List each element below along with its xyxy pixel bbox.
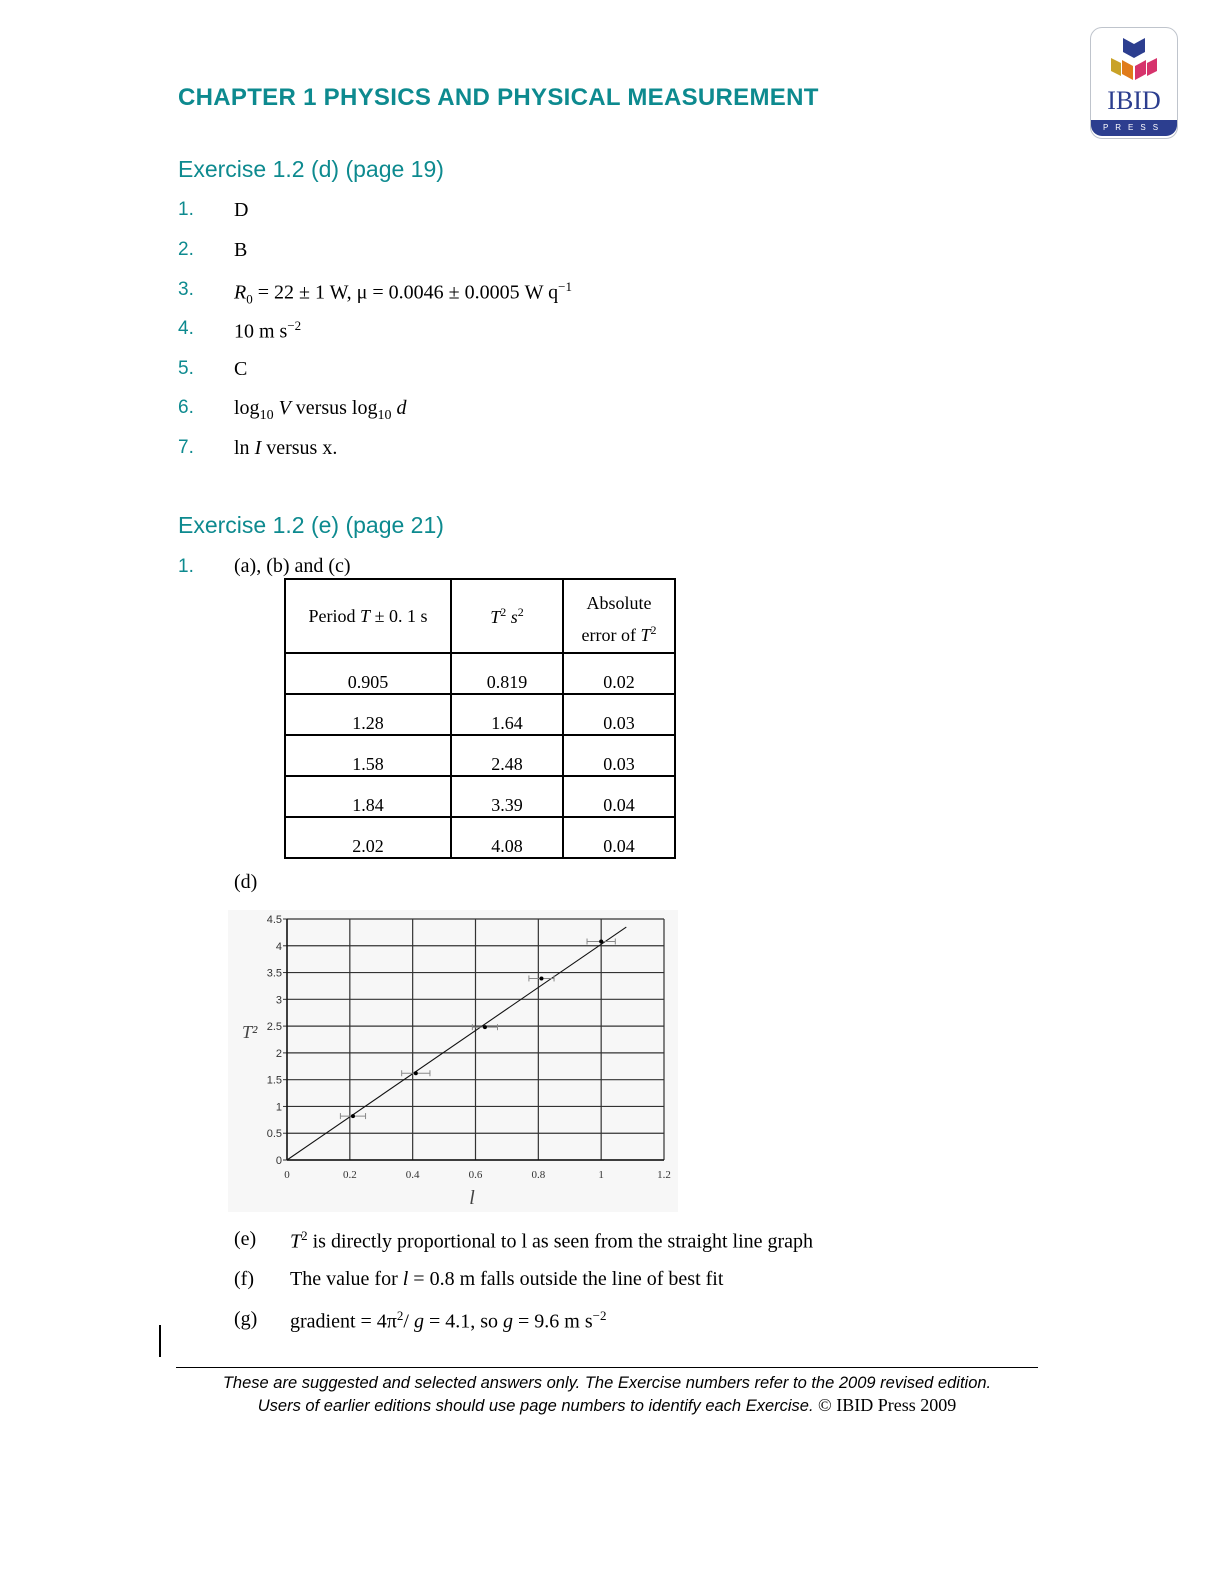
chapter-title: CHAPTER 1 PHYSICS AND PHYSICAL MEASUREMENT — [178, 84, 819, 111]
footer-note — [176, 1372, 1038, 1417]
part-g-pre: gradient = 4π — [290, 1310, 397, 1333]
x-tick-label: 0.6 — [468, 1169, 483, 1181]
table-cell: 2.02 — [285, 817, 451, 858]
book-stack-icon — [1109, 36, 1159, 82]
part-g-text — [290, 1308, 607, 1334]
y-tick-label: 0.5 — [266, 1128, 282, 1141]
g-symbol: g — [413, 1310, 424, 1333]
table-cell: 0.02 — [563, 653, 675, 694]
section-d-title: Exercise 1.2 (d) (page 19) — [178, 156, 444, 182]
unit-exponent: −2 — [592, 1308, 607, 1323]
r-subscript: 0 — [246, 291, 253, 307]
footer-rule — [176, 1367, 1038, 1368]
part-f-text — [290, 1268, 723, 1291]
footer-line-2 — [176, 1394, 1038, 1417]
text-cursor — [159, 1325, 161, 1357]
l-symbol: l — [402, 1268, 409, 1290]
g-symbol: g — [503, 1310, 514, 1333]
header-text: ± 0. 1 s — [370, 605, 428, 626]
table-row — [285, 776, 675, 817]
x-tick-label: 0.8 — [531, 1169, 546, 1181]
log-word: log — [234, 397, 260, 419]
table-row — [285, 735, 675, 776]
x-axis-label: l — [469, 1187, 475, 1209]
header-text: Absolute — [586, 592, 652, 613]
logo-text: IBID — [1107, 86, 1161, 115]
part-f-post: = 0.8 m falls outside the line of best fit — [408, 1268, 724, 1290]
y-tick-label: 2.5 — [266, 1021, 282, 1034]
answer-number: 7. — [178, 437, 194, 458]
answer-text — [234, 279, 572, 308]
x-tick-label: 0 — [284, 1169, 290, 1181]
exponent: 2 — [517, 604, 524, 619]
logo-subtext: PRESS — [1091, 120, 1177, 136]
y-tick-label: 2 — [275, 1047, 282, 1060]
answer-text — [234, 397, 406, 424]
footer-line-1: These are suggested and selected answers only. The Exercise numbers refer to the 2009 revised edition. — [222, 1374, 992, 1392]
y-axis-label: T² — [242, 1022, 258, 1042]
table-cell: 0.04 — [563, 776, 675, 817]
d-symbol: d — [391, 397, 407, 419]
table-cell: 1.28 — [285, 694, 451, 735]
header-period — [285, 579, 451, 653]
r-unit-exponent: −1 — [558, 279, 572, 294]
answer-number: 6. — [178, 397, 194, 418]
answer-text: B — [234, 239, 248, 261]
table-row — [285, 694, 675, 735]
r-symbol: R — [234, 281, 247, 304]
t-symbol: T — [290, 1230, 302, 1253]
x-tick-label: 0.2 — [342, 1169, 357, 1181]
table-cell: 3.39 — [451, 776, 563, 817]
table-cell: 0.03 — [563, 694, 675, 735]
part-f-pre: The value for — [290, 1268, 403, 1290]
y-tick-label: 1.5 — [266, 1074, 282, 1087]
answer-number: 1. — [178, 199, 194, 220]
r-value: = 22 ± 1 W, μ = 0.0046 ± 0.0005 W q — [252, 281, 559, 304]
versus-log: versus log — [290, 397, 378, 419]
y-tick-label: 1 — [275, 1101, 282, 1114]
s-symbol: s — [506, 606, 518, 627]
x-tick-label: 1 — [598, 1169, 604, 1181]
v-symbol: V — [273, 397, 291, 419]
table-row — [285, 653, 675, 694]
y-tick-label: 3.5 — [266, 967, 282, 980]
data-point — [414, 1071, 418, 1075]
chart-background — [228, 910, 678, 1212]
part-g-slash: / — [403, 1310, 414, 1333]
data-point — [599, 939, 603, 943]
log-base: 10 — [259, 408, 274, 423]
table-cell: 1.84 — [285, 776, 451, 817]
answer-text — [234, 437, 337, 460]
part-e-sentence: is directly proportional to l as seen from the straight line graph — [307, 1230, 814, 1253]
y-tick-label: 0 — [275, 1155, 282, 1167]
y-tick-label: 4.5 — [266, 914, 282, 926]
exponent: 2 — [650, 622, 657, 637]
answer-number: 2. — [178, 239, 194, 260]
table-cell: 0.819 — [451, 653, 563, 694]
answer-text — [234, 318, 301, 344]
answer-number: 5. — [178, 358, 194, 379]
y-tick-label: 3 — [275, 994, 282, 1007]
exponent: 2 — [301, 1228, 308, 1243]
header-text: error of — [581, 624, 641, 645]
table-cell: 0.04 — [563, 817, 675, 858]
t-symbol: T — [490, 606, 501, 627]
header-t-squared — [451, 579, 563, 653]
ln-word: ln — [234, 437, 255, 459]
answer-number: 4. — [178, 318, 194, 339]
question-parts: (a), (b) and (c) — [234, 555, 351, 577]
table-cell: 1.58 — [285, 735, 451, 776]
answer-number: 3. — [178, 279, 194, 300]
data-point — [483, 1025, 487, 1029]
table-cell: 0.03 — [563, 735, 675, 776]
t-symbol: T — [640, 624, 651, 645]
i-symbol: I — [254, 437, 262, 459]
ibid-press-logo — [1090, 27, 1178, 139]
part-e-label: (e) — [234, 1228, 257, 1250]
part-d-label: (d) — [234, 871, 258, 893]
section-e-title: Exercise 1.2 (e) (page 21) — [178, 512, 444, 538]
x-tick-label: 1.2 — [657, 1169, 671, 1181]
table-cell: 1.64 — [451, 694, 563, 735]
part-f-label: (f) — [234, 1268, 254, 1290]
data-point — [539, 976, 543, 980]
exponent: 2 — [396, 1308, 404, 1323]
part-g-post: = 9.6 m s — [513, 1310, 593, 1333]
y-tick-label: 4 — [275, 940, 282, 953]
t-squared-vs-length-chart — [228, 910, 678, 1212]
header-text: Period — [308, 605, 361, 626]
x-tick-label: 0.4 — [405, 1169, 420, 1181]
data-point — [351, 1114, 355, 1118]
answer-text: D — [234, 199, 249, 221]
table-cell: 2.48 — [451, 735, 563, 776]
versus-x: versus x. — [261, 437, 338, 459]
part-e-text — [290, 1228, 813, 1254]
t-symbol: T — [360, 605, 371, 626]
footer-line-2-text: Users of earlier editions should use page numbers to identify each Exercise. — [257, 1397, 814, 1415]
unit-exponent: −2 — [287, 318, 302, 333]
table-header-row — [285, 579, 675, 653]
table-cell: 4.08 — [451, 817, 563, 858]
header-absolute-error — [563, 579, 675, 653]
log-base: 10 — [377, 408, 392, 423]
exponent: 2 — [500, 604, 507, 619]
copyright: © IBID Press 2009 — [813, 1395, 957, 1415]
answer-text: C — [234, 358, 248, 380]
part-g-label: (g) — [234, 1308, 258, 1330]
table-row — [285, 817, 675, 858]
table-cell: 0.905 — [285, 653, 451, 694]
part-g-mid: = 4.1, so — [423, 1310, 504, 1333]
answer-value: 10 m s — [234, 320, 288, 343]
question-number: 1. — [178, 556, 194, 577]
pendulum-data-table — [284, 578, 676, 859]
